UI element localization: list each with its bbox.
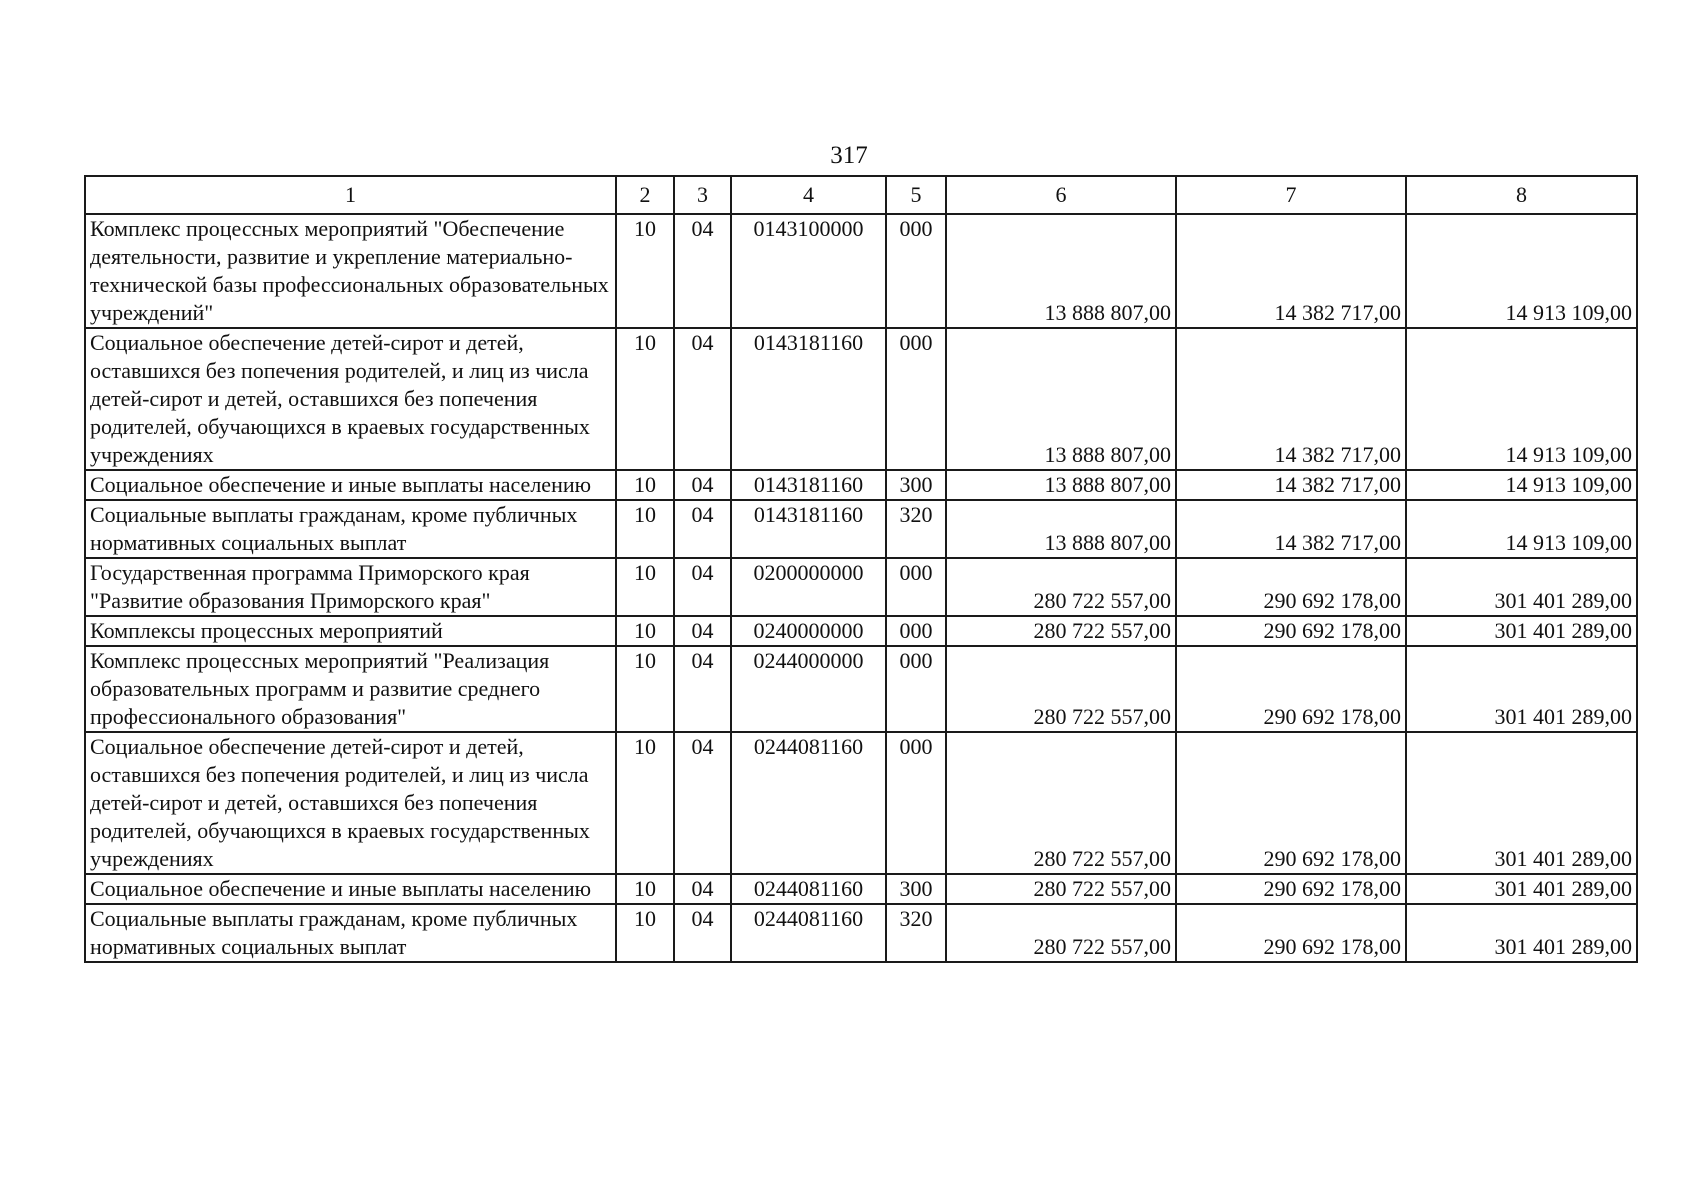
page-number: 317	[830, 142, 868, 169]
header-col-1: 1	[85, 176, 616, 214]
row-amount-year2-cell: 290 692 178,00	[1176, 904, 1406, 962]
row-amount-year2-cell: 290 692 178,00	[1176, 646, 1406, 732]
row-amount-year1-cell: 280 722 557,00	[946, 646, 1176, 732]
row-amount-year3-cell: 301 401 289,00	[1406, 732, 1637, 874]
row-amount-year3-cell: 301 401 289,00	[1406, 558, 1637, 616]
row-subsection-cell: 04	[674, 904, 731, 962]
row-target-article-cell: 0244081160	[731, 904, 886, 962]
row-target-article-cell: 0244081160	[731, 874, 886, 904]
row-name-cell: Социальные выплаты гражданам, кроме публичных нормативных социальных выплат	[85, 500, 616, 558]
row-amount-year1-cell: 13 888 807,00	[946, 328, 1176, 470]
table-row	[85, 328, 1637, 470]
row-section-cell: 10	[616, 470, 674, 500]
row-subsection-cell: 04	[674, 328, 731, 470]
row-subsection-cell: 04	[674, 646, 731, 732]
row-name-cell: Комплекс процессных мероприятий "Реализация образовательных программ и развитие среднего профессионального образования"	[85, 646, 616, 732]
row-amount-year3-cell: 14 913 109,00	[1406, 500, 1637, 558]
row-target-article-cell: 0244081160	[731, 732, 886, 874]
row-expense-type-cell: 000	[886, 214, 946, 328]
row-section-cell: 10	[616, 904, 674, 962]
row-name-cell: Социальное обеспечение и иные выплаты населению	[85, 874, 616, 904]
row-section-cell: 10	[616, 874, 674, 904]
row-amount-year3-cell: 301 401 289,00	[1406, 646, 1637, 732]
table-header-row	[85, 176, 1637, 214]
row-target-article-cell: 0143181160	[731, 500, 886, 558]
table-row	[85, 470, 1637, 500]
row-amount-year3-cell: 301 401 289,00	[1406, 874, 1637, 904]
row-amount-year1-cell: 13 888 807,00	[946, 500, 1176, 558]
row-amount-year1-cell: 13 888 807,00	[946, 470, 1176, 500]
row-name-cell: Социальное обеспечение детей-сирот и детей, оставшихся без попечения родителей, и лиц из числа детей-сирот и детей, оставшихся без попечения родителей, обучающихся в краевых государственных учреждениях	[85, 732, 616, 874]
row-expense-type-cell: 000	[886, 732, 946, 874]
row-amount-year2-cell: 290 692 178,00	[1176, 558, 1406, 616]
header-col-3: 3	[674, 176, 731, 214]
table-row	[85, 500, 1637, 558]
row-amount-year2-cell: 14 382 717,00	[1176, 500, 1406, 558]
row-section-cell: 10	[616, 646, 674, 732]
row-subsection-cell: 04	[674, 732, 731, 874]
row-name-cell: Социальные выплаты гражданам, кроме публичных нормативных социальных выплат	[85, 904, 616, 962]
row-expense-type-cell: 000	[886, 616, 946, 646]
row-target-article-cell: 0143181160	[731, 328, 886, 470]
row-amount-year1-cell: 13 888 807,00	[946, 214, 1176, 328]
row-name-cell: Социальное обеспечение и иные выплаты населению	[85, 470, 616, 500]
table-row	[85, 214, 1637, 328]
row-amount-year1-cell: 280 722 557,00	[946, 874, 1176, 904]
row-section-cell: 10	[616, 328, 674, 470]
row-subsection-cell: 04	[674, 470, 731, 500]
header-col-5: 5	[886, 176, 946, 214]
row-expense-type-cell: 300	[886, 470, 946, 500]
row-amount-year1-cell: 280 722 557,00	[946, 904, 1176, 962]
header-col-8: 8	[1406, 176, 1637, 214]
row-expense-type-cell: 000	[886, 558, 946, 616]
row-section-cell: 10	[616, 732, 674, 874]
row-expense-type-cell: 300	[886, 874, 946, 904]
row-subsection-cell: 04	[674, 214, 731, 328]
row-expense-type-cell: 000	[886, 646, 946, 732]
row-section-cell: 10	[616, 500, 674, 558]
row-amount-year3-cell: 14 913 109,00	[1406, 470, 1637, 500]
table-body	[85, 176, 1637, 962]
row-subsection-cell: 04	[674, 558, 731, 616]
row-name-cell: Государственная программа Приморского края "Развитие образования Приморского края"	[85, 558, 616, 616]
row-expense-type-cell: 320	[886, 904, 946, 962]
row-amount-year2-cell: 14 382 717,00	[1176, 470, 1406, 500]
row-amount-year3-cell: 301 401 289,00	[1406, 904, 1637, 962]
row-subsection-cell: 04	[674, 616, 731, 646]
table-row	[85, 732, 1637, 874]
table-row	[85, 558, 1637, 616]
row-amount-year1-cell: 280 722 557,00	[946, 732, 1176, 874]
table-row	[85, 874, 1637, 904]
row-name-cell: Комплексы процессных мероприятий	[85, 616, 616, 646]
row-amount-year2-cell: 14 382 717,00	[1176, 328, 1406, 470]
row-amount-year2-cell: 290 692 178,00	[1176, 616, 1406, 646]
budget-table	[84, 175, 1638, 963]
header-col-6: 6	[946, 176, 1176, 214]
row-amount-year3-cell: 14 913 109,00	[1406, 214, 1637, 328]
row-name-cell: Комплекс процессных мероприятий "Обеспечение деятельности, развитие и укрепление материально-технической базы профессиональных образовательных учреждений"	[85, 214, 616, 328]
header-col-4: 4	[731, 176, 886, 214]
row-target-article-cell: 0143100000	[731, 214, 886, 328]
row-section-cell: 10	[616, 616, 674, 646]
row-expense-type-cell: 320	[886, 500, 946, 558]
row-target-article-cell: 0200000000	[731, 558, 886, 616]
table-row	[85, 646, 1637, 732]
table-row	[85, 616, 1637, 646]
row-section-cell: 10	[616, 558, 674, 616]
row-target-article-cell: 0244000000	[731, 646, 886, 732]
header-col-2: 2	[616, 176, 674, 214]
table-row	[85, 904, 1637, 962]
row-amount-year3-cell: 301 401 289,00	[1406, 616, 1637, 646]
row-section-cell: 10	[616, 214, 674, 328]
row-amount-year1-cell: 280 722 557,00	[946, 558, 1176, 616]
row-name-cell: Социальное обеспечение детей-сирот и детей, оставшихся без попечения родителей, и лиц из числа детей-сирот и детей, оставшихся без попечения родителей, обучающихся в краевых государственных учреждениях	[85, 328, 616, 470]
row-target-article-cell: 0240000000	[731, 616, 886, 646]
header-col-7: 7	[1176, 176, 1406, 214]
row-amount-year2-cell: 290 692 178,00	[1176, 732, 1406, 874]
row-amount-year2-cell: 14 382 717,00	[1176, 214, 1406, 328]
row-amount-year1-cell: 280 722 557,00	[946, 616, 1176, 646]
row-subsection-cell: 04	[674, 500, 731, 558]
row-amount-year2-cell: 290 692 178,00	[1176, 874, 1406, 904]
row-target-article-cell: 0143181160	[731, 470, 886, 500]
row-amount-year3-cell: 14 913 109,00	[1406, 328, 1637, 470]
row-expense-type-cell: 000	[886, 328, 946, 470]
row-subsection-cell: 04	[674, 874, 731, 904]
